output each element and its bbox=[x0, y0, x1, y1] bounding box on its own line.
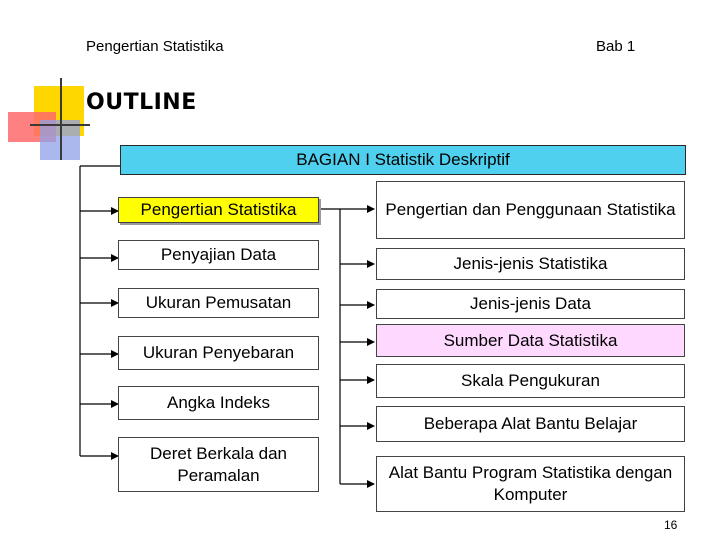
left-box-2: Penyajian Data bbox=[118, 240, 319, 270]
right-box-3: Jenis-jenis Data bbox=[376, 289, 685, 319]
right-box-7: Alat Bantu Program Statistika dengan Komputer bbox=[376, 456, 685, 512]
right-box-1: Pengertian dan Penggunaan Statistika bbox=[376, 181, 685, 239]
page-number: 16 bbox=[664, 518, 678, 532]
right-box-2: Jenis-jenis Statistika bbox=[376, 248, 685, 280]
right-box-6: Beberapa Alat Bantu Belajar bbox=[376, 406, 685, 442]
section-banner: BAGIAN I Statistik Deskriptif bbox=[120, 145, 686, 175]
left-box-1: Pengertian Statistika bbox=[118, 197, 319, 223]
left-box-4: Ukuran Penyebaran bbox=[118, 336, 319, 370]
left-box-5: Angka Indeks bbox=[118, 386, 319, 420]
page-title: OUTLINE bbox=[86, 90, 197, 115]
right-box-5: Skala Pengukuran bbox=[376, 364, 685, 398]
left-box-3: Ukuran Pemusatan bbox=[118, 288, 319, 318]
right-box-4: Sumber Data Statistika bbox=[376, 324, 685, 357]
left-box-6: Deret Berkala dan Peramalan bbox=[118, 437, 319, 492]
header-left-title: Pengertian Statistika bbox=[86, 38, 224, 55]
header-chapter: Bab 1 bbox=[596, 38, 636, 55]
